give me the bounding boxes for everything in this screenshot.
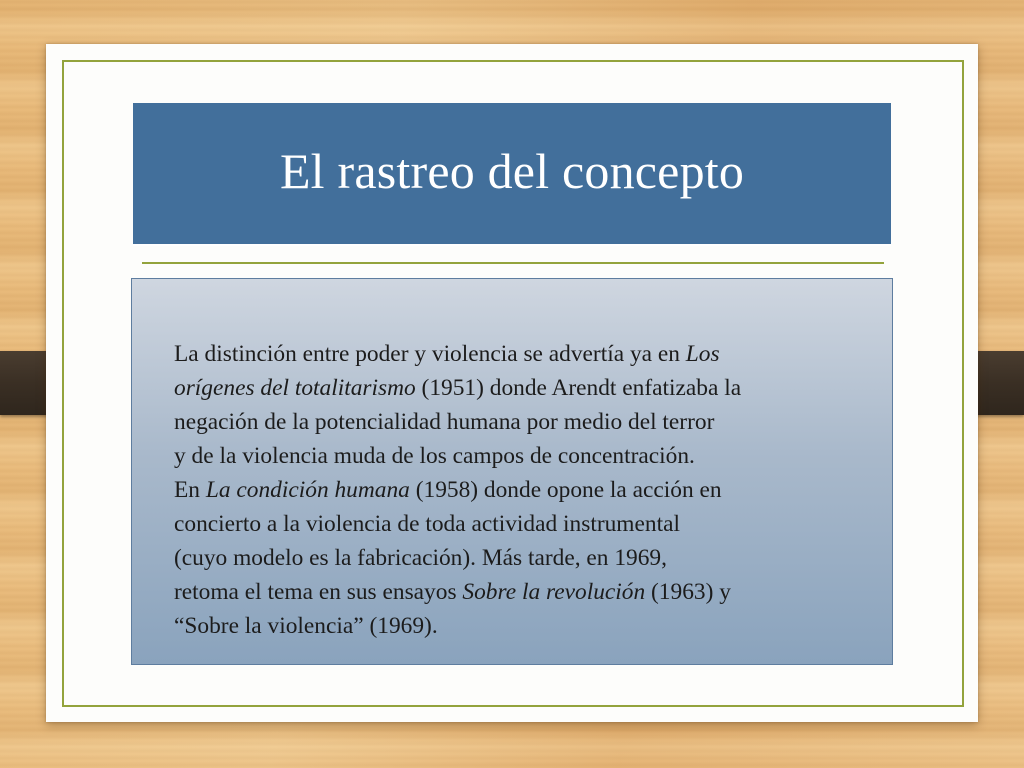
body-paragraph xyxy=(174,337,886,643)
text-run: retoma el tema en sus ensayos xyxy=(174,579,463,605)
text-line xyxy=(174,371,886,405)
slide-title: El rastreo del concepto xyxy=(279,142,745,199)
book-title-italic: Sobre la revolución xyxy=(462,579,646,605)
text-run: (1963) y xyxy=(645,579,731,605)
text-line: negación de la potencialidad humana por medio del terror xyxy=(174,409,715,435)
book-title-italic: La condición humana xyxy=(205,477,410,503)
text-run: La distinción entre poder y violencia se advertía ya en xyxy=(174,341,686,367)
text-line: y de la violencia muda de los campos de concentración. xyxy=(174,443,695,469)
content-box xyxy=(131,278,893,665)
text-line xyxy=(174,575,886,609)
text-line xyxy=(174,337,886,371)
text-line: concierto a la violencia de toda actividad instrumental xyxy=(174,511,680,537)
text-line: “Sobre la violencia” (1969). xyxy=(174,613,438,639)
text-run: En xyxy=(174,477,206,503)
text-line: (cuyo modelo es la fabricación). Más tarde, en 1969, xyxy=(174,545,667,571)
title-divider xyxy=(142,262,884,264)
text-run: (1951) donde Arendt enfatizaba la xyxy=(415,375,742,401)
text-line xyxy=(174,473,886,507)
book-title-italic: orígenes del totalitarismo xyxy=(174,375,416,401)
text-run: (1958) donde opone la acción en xyxy=(409,477,722,503)
book-title-italic: Los xyxy=(685,341,720,367)
title-box xyxy=(133,103,891,246)
